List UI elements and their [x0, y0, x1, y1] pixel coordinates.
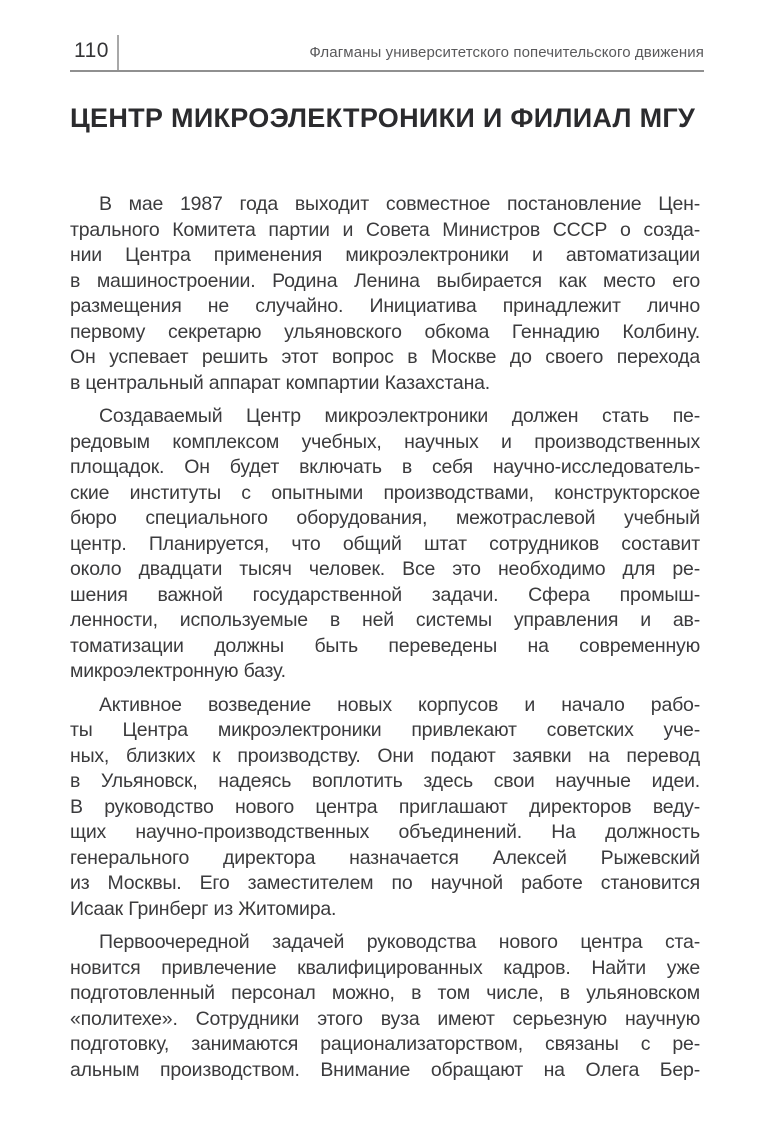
paragraph [70, 693, 700, 923]
text-line: в центральный аппарат компартии Казахстана. [70, 371, 491, 394]
text-line: подготовленный персонал можно, в том числе, в ульяновском [70, 982, 700, 1004]
text-line: около двадцати тысяч человек. Все это необходимо для ре- [70, 558, 700, 580]
text-line: площадок. Он будет включать в себя научно-исследователь- [70, 456, 700, 478]
text-line: ты Центра микроэлектроники привлекают советских уче- [70, 719, 700, 741]
text-line: томатизации должны быть переведены на современную [70, 634, 700, 657]
text-line: генерального директора назначается Алексей Рыжевский [70, 846, 700, 869]
text-line: новится привлечение квалифицированных кадров. Найти уже [70, 956, 700, 979]
text-line: Создаваемый Центр микроэлектроники должен стать пе- [99, 405, 700, 427]
text-line: подготовку, занимаются рационализаторством, связаны с ре- [70, 1033, 700, 1055]
text-line: Он успевает решить этот вопрос в Москве до своего перехода [70, 346, 700, 368]
paragraph [70, 930, 700, 1083]
text-line: размещения не случайно. Инициатива принадлежит лично [70, 295, 700, 317]
text-line: «политехе». Сотрудники этого вуза имеют серьезную научную [70, 1007, 700, 1030]
text-line: микроэлектронную базу. [70, 660, 286, 682]
text-line: ские институты с опытными производствами, конструкторское [70, 481, 700, 504]
text-line: щих научно-производственных объединений. На должность [70, 821, 700, 843]
header-divider [117, 35, 119, 70]
text-line: редовым комплексом учебных, научных и производственных [70, 430, 700, 453]
text-line: Первоочередной задачей руководства нового центра ста- [99, 931, 700, 953]
text-line: из Москвы. Его заместителем по научной работе становится [70, 872, 700, 894]
page-number: 110 [74, 39, 109, 62]
paragraph [70, 192, 700, 396]
text-line: нии Центра применения микроэлектроники и автоматизации [70, 244, 700, 266]
text-line: трального Комитета партии и Совета Министров СССР о созда- [70, 218, 700, 241]
text-line: бюро специального оборудования, межотраслевой учебный [70, 507, 700, 529]
running-head: Флагманы университетского попечительского движения [309, 44, 704, 61]
text-line: в машиностроении. Родина Ленина выбирается как место его [70, 269, 700, 292]
text-line: альным производством. Внимание обращают на Олега Бер- [70, 1058, 700, 1081]
text-line: центр. Планируется, что общий штат сотрудников составит [70, 532, 700, 555]
text-line: шения важной государственной задачи. Сфера промыш- [70, 583, 700, 606]
body-text [70, 192, 700, 1091]
text-line: Активное возведение новых корпусов и начало рабо- [99, 693, 700, 716]
text-line: В мае 1987 года выходит совместное постановление Цен- [99, 193, 700, 215]
text-line: В руководство нового центра приглашают директоров веду- [70, 795, 700, 818]
chapter-title: ЦЕНТР МИКРОЭЛЕКТРОНИКИ И ФИЛИАЛ МГУ [70, 103, 696, 133]
text-line: ленности, используемые в ней системы управления и ав- [70, 609, 700, 631]
text-line: первому секретарю ульяновского обкома Геннадию Колбину. [70, 320, 700, 343]
text-line: в Ульяновск, надеясь воплотить здесь свои научные идеи. [70, 770, 700, 792]
text-line: ных, близких к производству. Они подают заявки на перевод [70, 744, 700, 767]
text-line: Исаак Гринберг из Житомира. [70, 897, 337, 920]
page-header [70, 34, 704, 72]
paragraph [70, 404, 700, 685]
